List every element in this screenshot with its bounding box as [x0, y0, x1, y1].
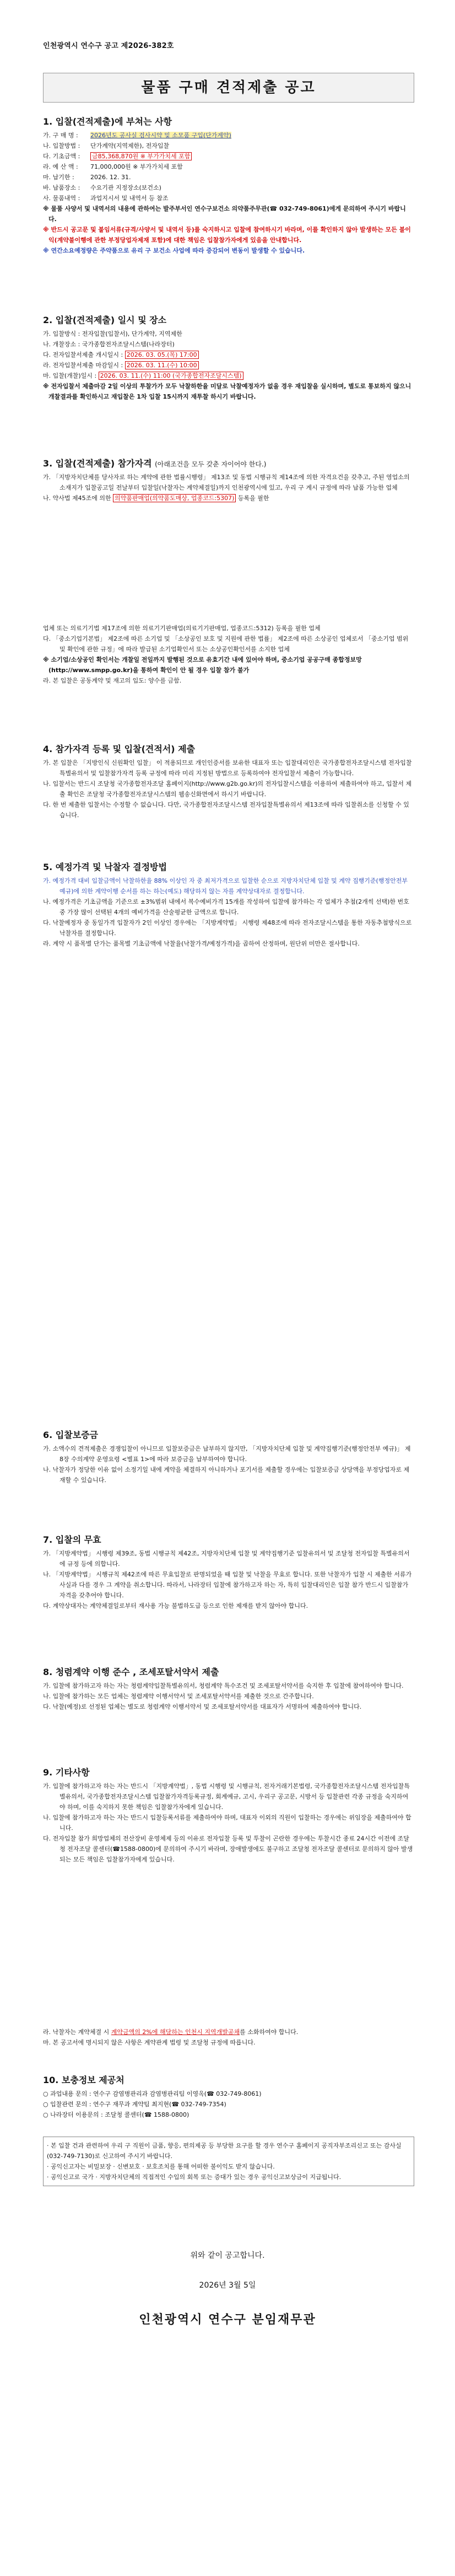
section-1-body: 가. 구 매 명 : 2026년도 공사실 검사시약 및 소모품 구입(단가계약) 나. 입찰방법 : 단가계약(지역제한), 전자입찰 다. 기초금액 : 금85,368,870원 ※ 부가가치세 포함 라. 예 산 액 : 71,000,000원 ※ 부가가치세 포함 마. 납기한 : 2026. 12. 31. 바. 납품장소 : 수요기관 지정장소(보건소) 사. 물품내역 : 과업지시서 및 내역서 등 참조 ※ 물품 사양서 및 내역서의 내용에 관하여는 발주부서인 연수구보건소 의약품주무관(☎ 032-749-8061)에게 문의하여 주시기 바랍니다. ※ 반드시 공고문 및 붙임서류(규격/사양서 및 내역서 등)를 숙지하시고 입찰에 참여하시기 바라며, 이를 확인하지 않아 발생하는 모든 불이익(계약불이행에 관한 부정당업자제재 포함)에 대한 책임은 입찰참가자에게 있음을 안내합니다. ※ 연간소요예정량은 주약품으로 유리 구 보건소 사업에 따라 증감되어 변동이 발생할 수 있습니다.	[43, 130, 413, 256]
page-title: 물품 구매 견적제출 공고	[43, 73, 414, 103]
section-10-body: ○ 과업내용 문의 : 연수구 감염병관리과 감염병관리팀 이영옥(☎ 032-749-8061) ○ 입찰관련 문의 : 연수구 재무과 계약팀 최지현(☎ 032-749-7354) ○ 나라장터 이용문의 : 조달청 콜센터(☎ 1588-0800)	[43, 2090, 262, 2118]
notice-date: 2026년 3월 5일	[199, 2281, 256, 2290]
section-2-heading: 2. 입찰(견적제출) 일시 및 장소	[43, 315, 167, 325]
issuer-name: 인천광역시 연수구 분임재무관	[139, 2313, 316, 2327]
note-3: ※ 연간소요예정량은 주약품으로 유리 구 보건소 사업에 따라 증감되어 변동이 발생할 수 있습니다.	[43, 247, 305, 254]
section-3-body: 가. 「지방자치단체를 당사자로 하는 계약에 관한 법률시행령」 제13조 및 동법 시행규칙 제14조에 의한 자격요건을 갖추고, 주된 영업소의 소재지가 입찰공고일 전날부터 입찰일(낙찰자는 계약체결일)까지 인천광역시에 있고, 우리 구 계시 규정에 따라 납품 가능한 업체 나. 약사법 제45조에 의한 의약품판매업(의약품도매상, 업종코드:5307) 등록을 필한	[43, 474, 410, 502]
section-8-body: 가. 입찰에 참가하고자 하는 자는 청렴계약입찰특별유의서, 청렴계약 특수조건 및 조세포탈서약서를 숙지한 후 입찰에 참여하여야 합니다. 나. 입찰에 참가하는 모든 업체는 청렴계약 이행서약서 및 조세포탈서약서를 제출한 것으로 간주합니다. 다. 낙찰(예정)로 선정된 업체는 별도로 청렴계약 이행서약서 및 조세포탈서약서를 대표자가 서명하여 제출하여야 합니다.	[43, 1682, 404, 1710]
section-8-heading: 8. 청렴계약 이행 준수 , 조세포탈서약서 제출	[43, 1667, 219, 1677]
section-7-body: 가. 「지방계약법」 시행령 제39조, 동법 시행규칙 제42조, 지방자치단체 입찰 및 계약집행기준 입찰유의서 및 조달청 전자입찰 특별유의서에 규정 등에 의합니다. 나. 「지방계약법」 시행규칙 제42조에 따른 무효입찰로 판명되었을 때 입찰 및 낙찰을 무효로 합니다. 또한 낙찰자가 입찰 시 제출한 서류가 사실과 다를 경우 그 계약을 취소합니다. 따라서, 나라장터 입찰에 참가하고자 하는 자, 특히 입찰대리인은 입찰 참가 반드시 입찰참가 자격을 갖추어야 합니다. 다. 계약상대자는 계약체결일로부터 재사용 가능 불법하도급 등으로 인한 제재를 받지 않아야 합니다.	[43, 1550, 412, 1609]
section-10-heading: 10. 보충정보 제공처	[43, 2075, 124, 2085]
section-9-body: 가. 입찰에 참가하고자 하는 자는 반드시 「지방계약법」, 동법 시행령 및 시행규칙, 전자거래기본법령, 국가종합전자조달시스템 전자입찰특별유의서, 국가종합전자조달시스템 입찰참가자격등록규정, 회계예규, 고시, 우리구 공고문, 시방서 등 입찰관련 각종 규정을 숙지하여야 하며, 이를 숙지하지 못한 책임은 입찰참가자에게 있습니다. 나. 입찰에 참가하고자 하는 자는 반드시 입찰등록서류를 제출하여야 하며, 대표자 이외의 직원이 입찰하는 경우에는 위임장을 제출하여야 합니다. 다. 전자입찰 참가 희망업체의 전산장비 운영체제 등의 이유로 전자입찰 등록 및 투찰이 곤란한 경우에는 투찰시간 종료 24시간 이전에 조달청 전자조달 콜센터(☎1588-0800)에 문의하여 주시기 바라며, 장애발생에도 불구하고 조달청 전자조달 콜센터로 문의하지 않아 발생되는 모든 책임은 입찰참가자에게 있습니다.	[43, 1783, 413, 1863]
section-9-body-cont: 라. 낙찰자는 계약체결 시 계약금액의 2%에 해당하는 인천시 지역개발공채를 소화하여야 합니다. 마. 본 공고서에 명시되지 않은 사항은 계약관계 법령 및 조달청 규정에 따릅니다.	[43, 2028, 299, 2046]
note-1: ※ 물품 사양서 및 내역서의 내용에 관하여는 발주부서인 연수구보건소 의약품주무관(☎ 032-749-8061)에게 문의하여 주시기 바랍니다.	[43, 205, 406, 223]
section-4-body: 가. 본 입찰은 「지방인식 신원확인 입찰」 이 적용되므로 개인인증서를 보유한 대표자 또는 입찰대리인은 국가종합전자조달시스템 전자입찰특별유의서 및 입찰참가자격 등록 규정에 따라 미리 지정된 방법으로 등록하여야 전자입찰서 제출이 가능합니다. 나. 입찰서는 반드시 조달청 국가종합전자조달 홈페이지(http://www.g2b.go.kr)의 전자입찰시스템을 이용하여 제출하여야 하고, 입찰서 제출 확인은 조달청 국가종합전자조달시스템의 웹송신화면에서 하시기 바랍니다. 다. 한 번 제출한 입찰서는 수정할 수 없습니다. 다만, 국가종합전자조달시스템 전자입찰특별유의서 제13조에 따라 입찰취소를 신청할 수 있습니다.	[43, 759, 412, 819]
section-3-body-cont: 업체 또는 의료기기법 제17조에 의한 의료기기판매업(의료기기판매업, 업종코드:5312) 등록을 필한 업체 다. 「중소기업기본법」 제2조에 따른 소기업 및 「소상공인 보호 및 지원에 관한 법률」 제2조에 따른 소상공인 업체로서 「중소기업 범위 및 확인에 관한 규정」에 따라 발급된 소기업확인서 또는 소상공인확인서를 소지한 업체 ※ 소기업/소상공인 확인서는 개찰일 전일까지 발행된 것으로 유효기간 내에 있어야 하며, 중소기업 공공구매 종합정보망(http://www.smpp.go.kr)을 통하여 확인이 안 될 경우 입찰 참가 불가 라. 본 입찰은 공동계약 및 재고의 입도: 양수를 금함.	[43, 625, 409, 684]
section-6-body: 가. 소액수의 견적제출은 경쟁입찰이 아니므로 입찰보증금은 납부하지 않지만, 「지방자치단체 입찰 및 계약집행기준(행정안전부 예규)」 제8장 수의계약 운영요령 <별표 1>에 따라 보증금을 납부하여야 합니다. 나. 낙찰자가 정당한 이유 없이 소정기일 내에 계약을 체결하지 아니하거나 포기서를 제출할 경우에는 입찰보증금 상당액을 부정당업자로 제재할 수 있습니다.	[43, 1445, 411, 1484]
section-5-heading: 5. 예정가격 및 낙찰자 결정방법	[43, 862, 167, 872]
notice-id: 인천광역시 연수구 공고 제2026-382호	[43, 42, 174, 50]
closing-line: 위와 같이 공고합니다.	[190, 2251, 265, 2260]
section-2-body: 가. 입찰방식 : 전자입찰(입찰서), 단가계약, 지역제한 나. 개찰장소 : 국가종합전자조달시스템(나라장터) 다. 전자입찰서제출 개시일시 : 2026. 03. 05.(목) 17:00 라. 전자입찰서제출 마감일시 : 2026. 03. 11.(수) 10:00 마. 입찰(개찰)일시 : 2026. 03. 11.(수) 11:00 (국가종합전자조달시스템) ※ 전자입찰서 제출마감 2일 이상의 투찰가가 모두 낙찰하한율 미달로 낙찰예정자가 없을 경우 재입찰을 실시하며, 별도로 통보하지 않으니 개찰결과를 확인하시고 재입찰은 1차 입찰 15시까지 재투찰 하시기 바랍니다.	[43, 330, 411, 400]
section-4-heading: 4. 참가자격 등록 및 입찰(견적서) 제출	[43, 744, 196, 754]
section-5-body: 가. 예정가격 대비 입찰금액이 낙찰하한율 88% 이상인 자 중 최저가격으로 입찰한 순으로 지방자치단체 입찰 및 계약 집행기준(행정안전부 예규)에 의한 계약이행 순서를 하는 하는(예도) 해당하지 않는 자를 계약상대자로 결정합니다. 나. 예정가격은 기초금액을 기준으로 ±3%범위 내에서 복수예비가격 15개를 작성하여 입찰에 참가하는 각 업체가 추첨(2개씩 선택)한 번호 중 가장 많이 선택된 4개의 예비가격을 산술평균한 금액으로 합니다. 다. 낙찰예정자 중 동일가격 입찰자가 2인 이상인 경우에는 「지방계약법」 시행령 제48조에 따라 전자조달시스템을 통한 자동추첨방식으로 낙찰자를 결정합니다. 라. 계약 시 품목별 단가는 품목별 기초금액에 낙찰율(낙찰가격/예정가격)을 곱하여 산정하며, 원단위 미만은 절사합니다.	[43, 877, 412, 947]
section-1-heading: 1. 입찰(견적제출)에 부쳐는 사항	[43, 116, 172, 127]
note-2: ※ 반드시 공고문 및 붙임서류(규격/사양서 및 내역서 등)를 숙지하시고 입찰에 참여하시기 바라며, 이를 확인하지 않아 발생하는 모든 불이익(계약불이행에 관한 부정당업자제재 포함)에 대한 책임은 입찰참가자에게 있음을 안내합니다.	[43, 226, 411, 244]
section-9-heading: 9. 기타사항	[43, 1767, 90, 1778]
section-7-heading: 7. 입찰의 무효	[43, 1534, 101, 1545]
section-3-heading: 3. 입찰(견적제출) 참가자격 (아래조건을 모두 갖춘 자이어야 한다.)	[43, 458, 267, 469]
whistleblower-notice-box: · 본 입찰 건과 관련하여 우리 구 직원이 금품, 향응, 편의제공 등 부당한 요구를 할 경우 연수구 홈페이지 공직자부조리신고 또는 감사실(032-749-7130)로 신고하여 주시기 바랍니다. · 공익신고자는 비밀보장 · 신변보호 · 보호조치를 통해 어떠한 불이익도 받지 않습니다. · 공익신고로 국가 · 지방자치단체의 직접적인 수입의 회복 또는 증대가 있는 경우 공익신고보상금이 지급됩니다.	[43, 2137, 414, 2186]
section-6-heading: 6. 입찰보증금	[43, 1430, 99, 1440]
